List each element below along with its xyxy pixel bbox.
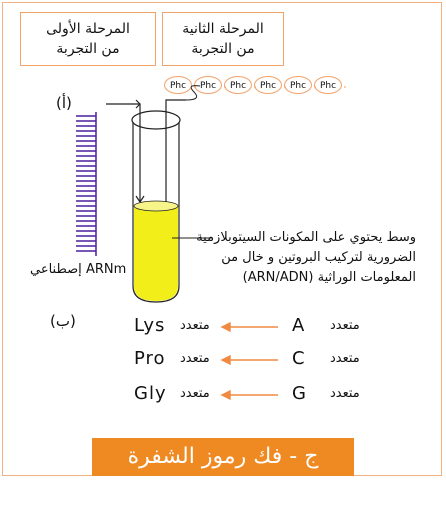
phc-residue: Phc [224, 76, 252, 94]
medium-line2: الضرورية لتركيب البروتين و خال من [221, 250, 416, 265]
medium-line1: وسط يحتوي على المكونات السيتوبلازمية [196, 230, 416, 245]
medium-line3: المعلومات الوراثية (ARN/ADN) [242, 270, 416, 285]
codon-poly-label: متعدد [330, 386, 360, 401]
phc-residue: Phc [284, 76, 312, 94]
table-row [0, 383, 446, 409]
phc-residue: Phc [254, 76, 282, 94]
amino-acid: Lys [134, 315, 166, 336]
table-row [0, 315, 446, 341]
amino-poly-label: متعدد [180, 351, 210, 366]
amino-poly-label: متعدد [180, 386, 210, 401]
table-row [0, 348, 446, 374]
amino-poly-label: متعدد [180, 318, 210, 333]
phc-residue: Phc [314, 76, 342, 94]
figure-title: ج - فك رموز الشفرة الوراثية [92, 438, 354, 476]
codon-base: C [292, 348, 305, 369]
codon-poly-label: متعدد [330, 318, 360, 333]
amino-acid: Pro [134, 348, 166, 369]
stage-two-box [162, 12, 284, 66]
amino-acid: Gly [134, 383, 167, 404]
part-a-label: (أ) [56, 94, 72, 112]
codon-base: A [292, 315, 305, 336]
stage-two-line1: المرحلة الثانية [182, 21, 264, 37]
codon-poly-label: متعدد [330, 351, 360, 366]
phc-residue: Phc [194, 76, 222, 94]
phc-residue: Phc [164, 76, 192, 94]
mrna-label [30, 262, 126, 277]
part-b-label: (ب) [50, 312, 76, 330]
medium-description [196, 228, 416, 288]
codon-base: G [292, 383, 306, 404]
mrna-label-arabic: إصطناعي [30, 262, 82, 277]
stage-two-line2: من التجربة [191, 41, 255, 57]
stage-one-line1: المرحلة الأولى [46, 21, 130, 37]
mrna-label-latin: ARNm [85, 262, 127, 277]
stage-one-line2: من التجربة [56, 41, 120, 57]
stage-one-box [20, 12, 156, 66]
